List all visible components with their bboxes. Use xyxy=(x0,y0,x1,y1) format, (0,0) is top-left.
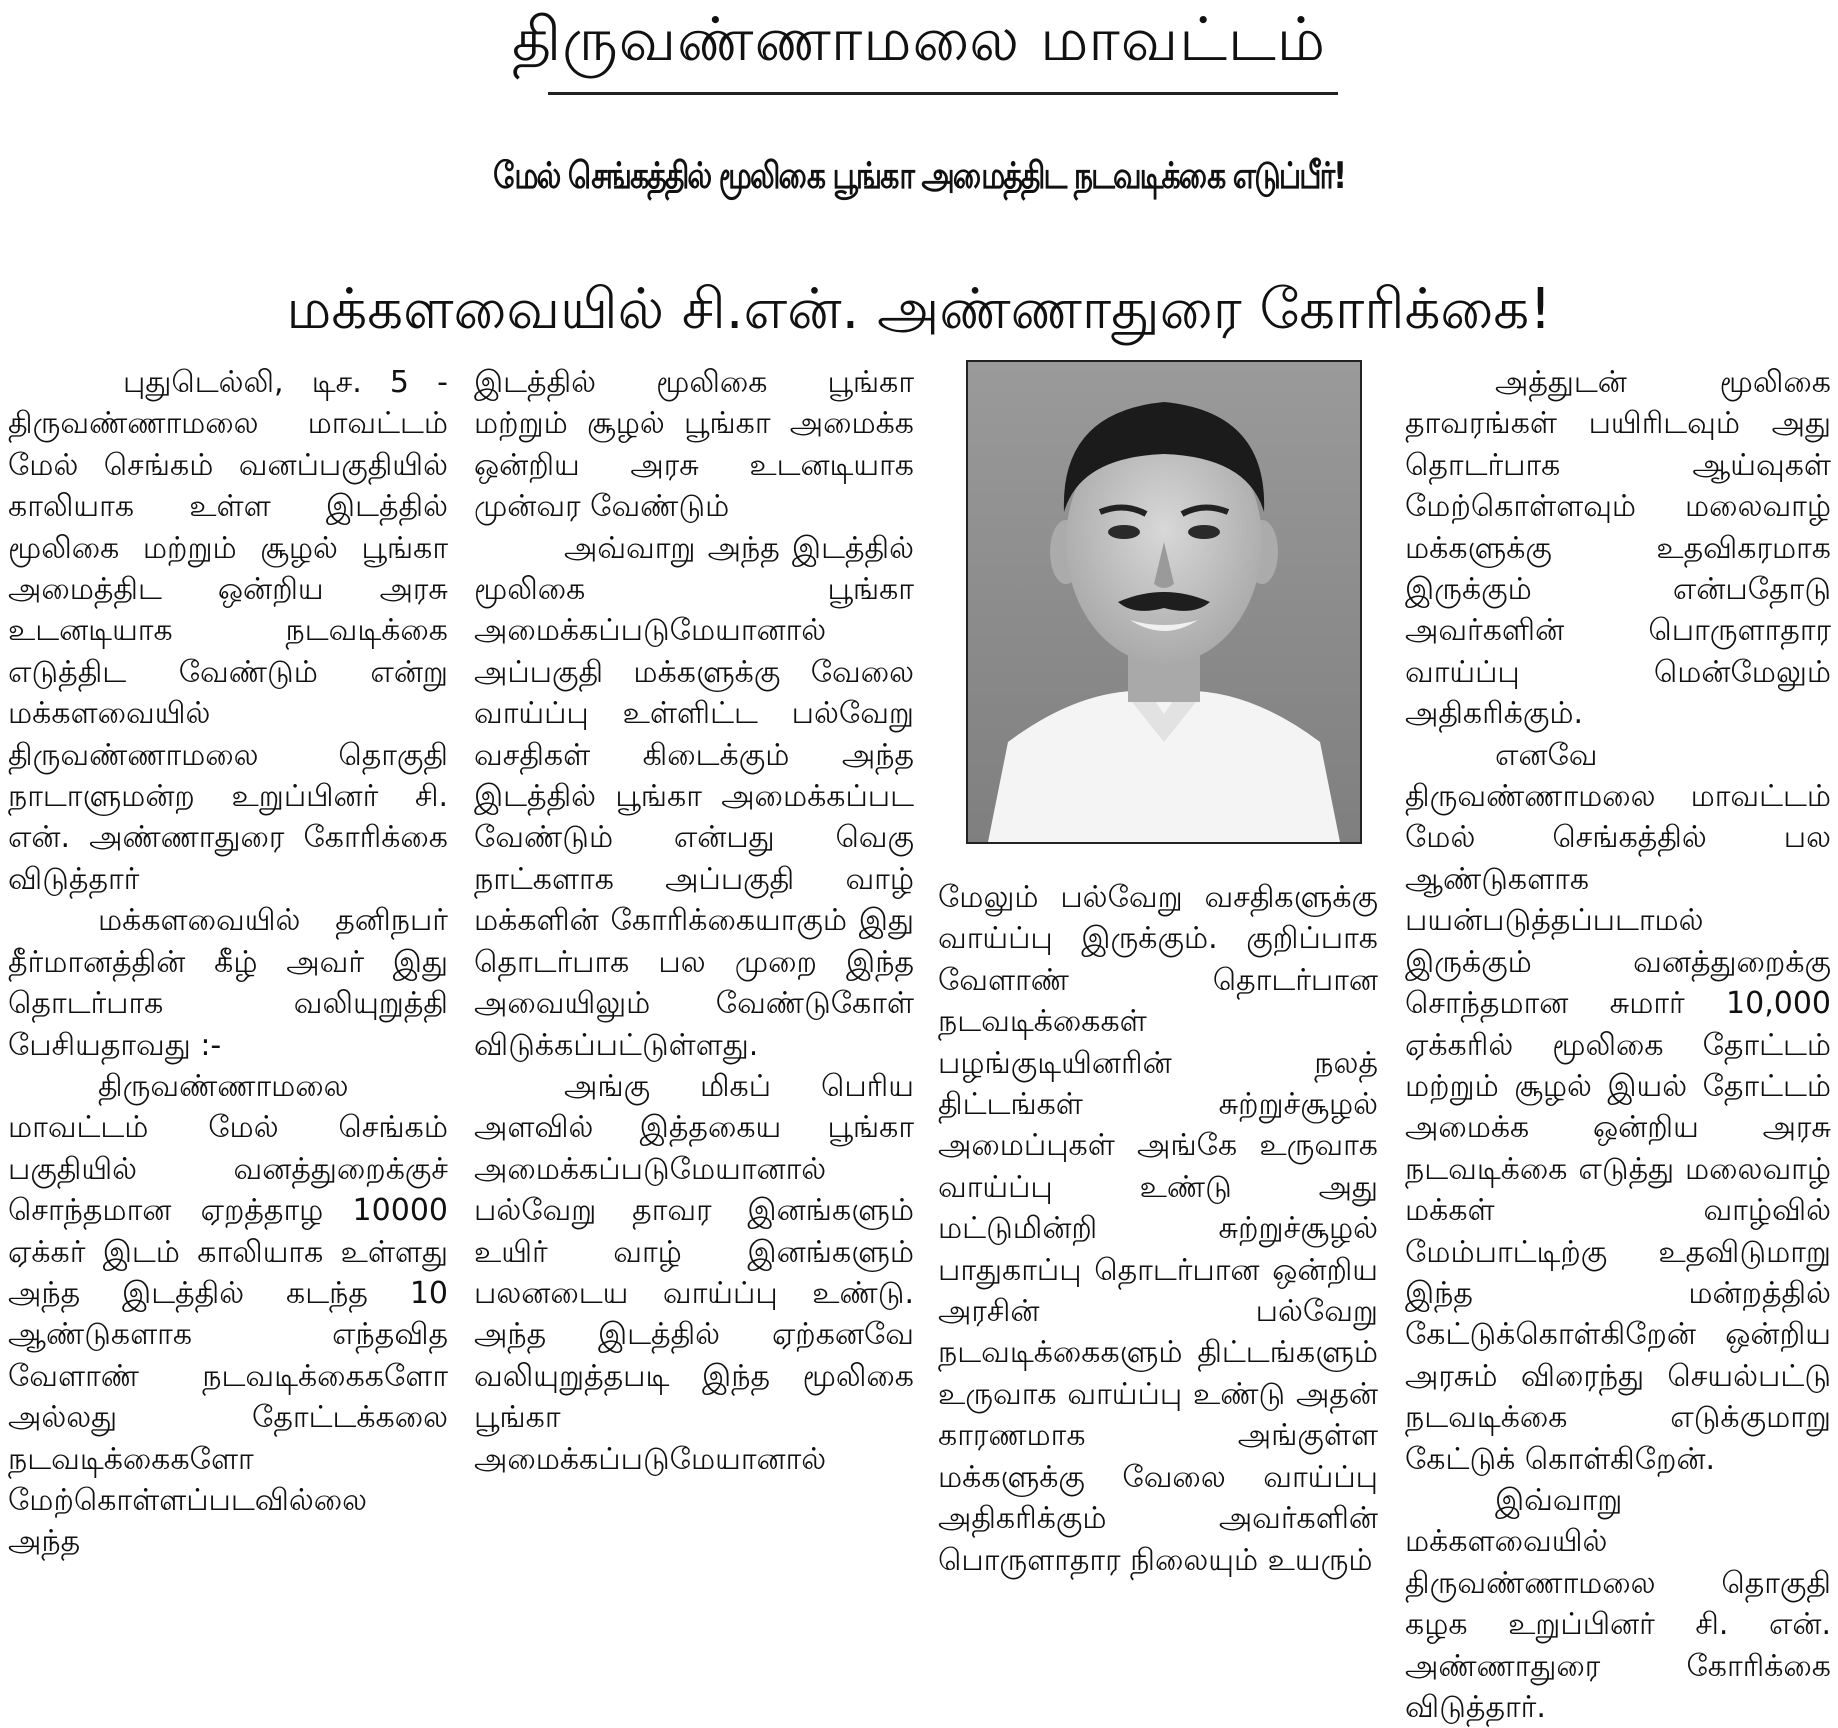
portrait-photo xyxy=(966,360,1362,844)
subheadline: மக்களவையில் சி.என். அண்ணாதுரை கோரிக்கை! xyxy=(286,277,1552,342)
paragraph: மேலும் பல்வேறு வசதிகளுக்கு வாய்ப்பு இருக்கும். குறிப்பாக வேளாண் தொடர்பான நடவடிக்கைகள் பழங்குடியினரின் நலத் திட்டங்கள் சுற்றுச்சூழல் அமைப்புகள் அங்கே உருவாக வாய்ப்பு உண்டு அது மட்டுமின்றி சுற்றுச்சூழல் பாதுகாப்பு தொடர்பான ஒன்றிய அரசின் பல்வேறு நடவடிக்கைகளும் திட்டங்களும் உருவாக வாய்ப்பு உண்டு அதன் காரணமாக அங்குள்ள மக்களுக்கு வேலை வாய்ப்பு அதிகரிக்கும் அவர்களின் பொருளாதார நிலையும் உயரும் xyxy=(938,880,1378,1578)
paragraph: அவ்வாறு அந்த இடத்தில் மூலிகை பூங்கா அமைக்கப்படுமேயானால் அப்பகுதி மக்களுக்கு வேலை வாய்ப்பு உள்ளிட்ட பல்வேறு வசதிகள் கிடைக்கும் அந்த இடத்தில் பூங்கா அமைக்கப்பட வேண்டும் என்பது வெகு நாட்களாக அப்பகுதி வாழ் மக்களின் கோரிக்கையாகும் இது தொடர்பாக பல முறை இந்த அவையிலும் வேண்டுகோள் விடுக்கப்பட்டுள்ளது. xyxy=(474,530,914,1063)
kicker-underline xyxy=(548,92,1338,95)
paragraph: இடத்தில் மூலிகை பூங்கா மற்றும் சூழல் பூங்கா அமைக்க ஒன்றிய அரசு உடனடியாக முன்வர வேண்டும் xyxy=(474,365,914,525)
paragraph: அத்துடன் மூலிகை தாவரங்கள் பயிரிடவும் அது தொடர்பாக ஆய்வுகள் மேற்கொள்ளவும் மலைவாழ் மக்களுக்கு உதவிகரமாக இருக்கும் என்பதோடு அவர்களின் பொருளாதார வாய்ப்பு மென்மேலும் அதிகரிக்கும். xyxy=(1405,365,1831,732)
paragraph: திருவண்ணாமலை மாவட்டம் மேல் செங்கம் பகுதியில் வனத்துறைக்குச் சொந்தமான ஏறத்தாழ 10000 ஏக்கர் இடம் காலியாக உள்ளது அந்த இடத்தில் கடந்த 10 ஆண்டுகளாக எந்தவித வேளாண் நடவடிக்கைகளோ அல்லது தோட்டக்கலை நடவடிக்கைகளோ மேற்கொள்ளப்படவில்லை அந்த xyxy=(8,1068,448,1560)
paragraph: எனவே திருவண்ணாமலை மாவட்டம் மேல் செங்கத்தில் பல ஆண்டுகளாக பயன்படுத்தப்படாமல் இருக்கும் வனத்துறைக்கு சொந்தமான சுமார் 10,000 ஏக்கரில் மூலிகை தோட்டம் மற்றும் சூழல் இயல் தோட்டம் அமைக்க ஒன்றிய அரசு நடவடிக்கை எடுத்து மலைவாழ் மக்கள் வாழ்வில் மேம்பாட்டிற்கு உதவிடுமாறு இந்த மன்றத்தில் கேட்டுக்கொள்கிறேன் ஒன்றிய அரசும் விரைந்து செயல்பட்டு நடவடிக்கை எடுக்குமாறு கேட்டுக் கொள்கிறேன். xyxy=(1405,737,1831,1477)
district-kicker: திருவண்ணாமலை மாவட்டம் xyxy=(511,5,1326,75)
paragraph: மக்களவையில் தனிநபர் தீர்மானத்தின் கீழ் அவர் இது தொடர்பாக வலியுறுத்தி பேசியதாவது :- xyxy=(8,903,448,1063)
portrait-photo-icon xyxy=(968,362,1360,842)
article-column-2 xyxy=(474,362,914,1480)
paragraph: அங்கு மிகப் பெரிய அளவில் இத்தகைய பூங்கா அமைக்கப்படுமேயானால் பல்வேறு தாவர இனங்களும் உயிர் வாழ் இனங்களும் பலனடைய வாய்ப்பு உண்டு. அந்த இடத்தில் ஏற்கனவே வலியுறுத்தபடி இந்த மூலிகை பூங்கா அமைக்கப்படுமேயானால் xyxy=(474,1068,914,1477)
article-column-3 xyxy=(938,877,1378,1581)
paragraph: புதுடெல்லி, டிச. 5 - திருவண்ணாமலை மாவட்டம் மேல் செங்கம் வனப்பகுதியில் காலியாக உள்ள இடத்தில் மூலிகை மற்றும் சூழல் பூங்கா அமைத்திட ஒன்றிய அரசு உடனடியாக நடவடிக்கை எடுத்திட வேண்டும் என்று மக்களவையில் திருவண்ணாமலை தொகுதி நாடாளுமன்ற உறுப்பினர் சி. என். அண்ணாதுரை கோரிக்கை விடுத்தார் xyxy=(8,365,448,897)
article-column-1 xyxy=(8,362,448,1563)
article-column-4 xyxy=(1405,362,1831,1728)
paragraph: இவ்வாறு மக்களவையில் திருவண்ணாமலை தொகுதி கழக உறுப்பினர் சி. என். அண்ணாதுரை கோரிக்கை விடுத்தார். xyxy=(1405,1482,1831,1725)
headline: மேல் செங்கத்தில் மூலிகை பூங்கா அமைத்திட நடவடிக்கை எடுப்பீர்! xyxy=(493,155,1345,198)
